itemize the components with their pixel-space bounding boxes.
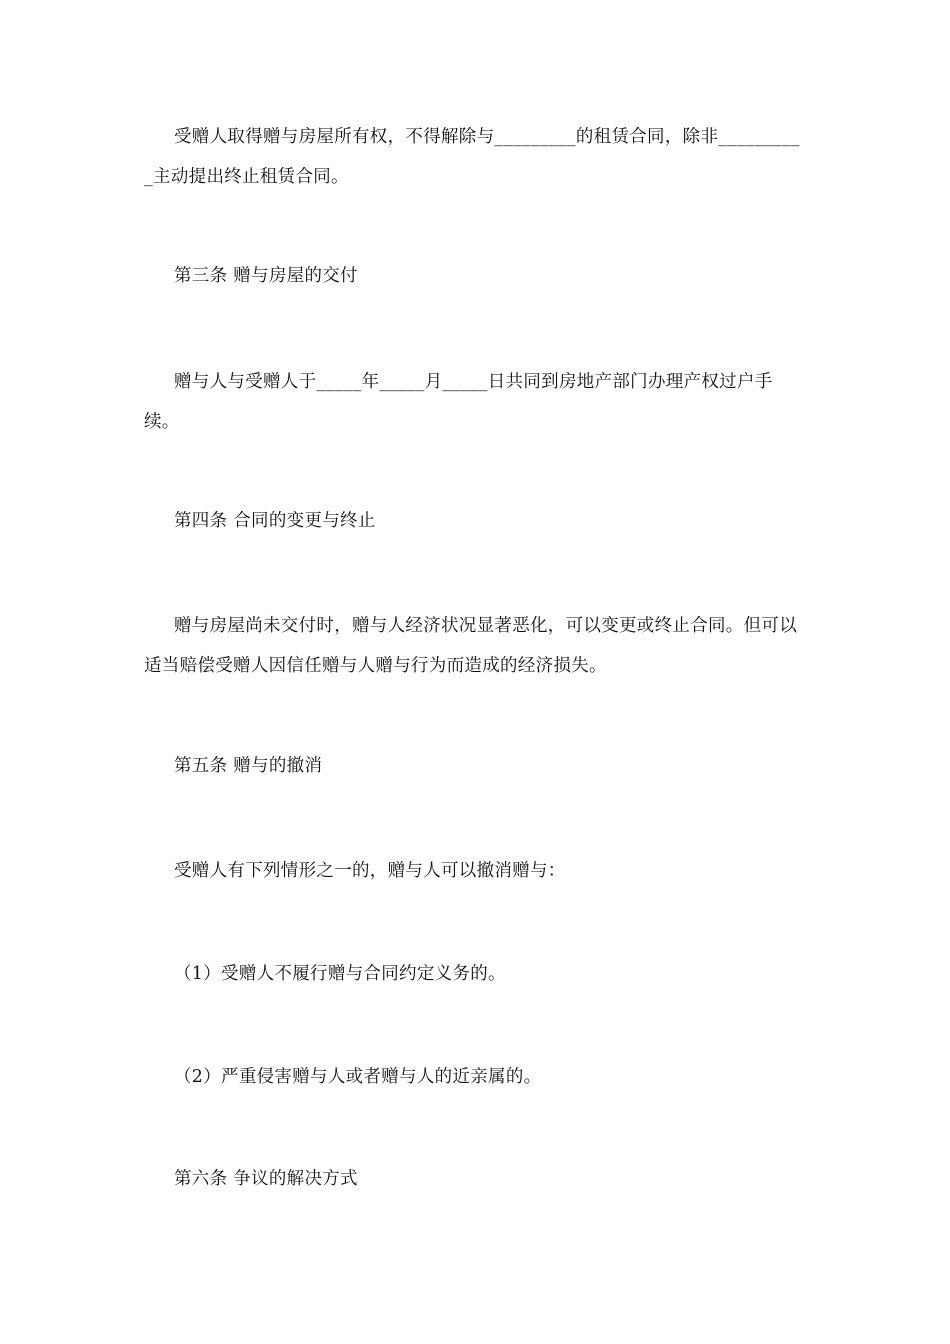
revocation-item-1: （1）受赠人不履行赠与合同约定义务的。 (174, 964, 506, 984)
paragraph-change-termination: 赠与房屋尚未交付时，赠与人经济状况显著恶化，可以变更或终止合同。但可以适当赔偿受赠人因信任赠与人赠与行为而造成的经济损失。 (144, 616, 797, 676)
article-4-heading: 第四条 合同的变更与终止 (174, 511, 376, 531)
paragraph-lease-clause: 受赠人取得赠与房屋所有权，不得解除与_________的租赁合同，除非__________主动提出终止租赁合同。 (144, 127, 800, 187)
paragraph-revocation-intro: 受赠人有下列情形之一的，赠与人可以撤消赠与： (174, 861, 566, 881)
paragraph-delivery: 赠与人与受赠人于_____年_____月_____日共同到房地产部门办理产权过户手续。 (144, 372, 773, 432)
article-6-heading: 第六条 争议的解决方式 (174, 1169, 358, 1189)
article-3-heading: 第三条 赠与房屋的交付 (174, 266, 358, 286)
revocation-item-2: （2）严重侵害赠与人或者赠与人的近亲属的。 (174, 1067, 542, 1087)
article-5-heading: 第五条 赠与的撤消 (174, 756, 323, 776)
